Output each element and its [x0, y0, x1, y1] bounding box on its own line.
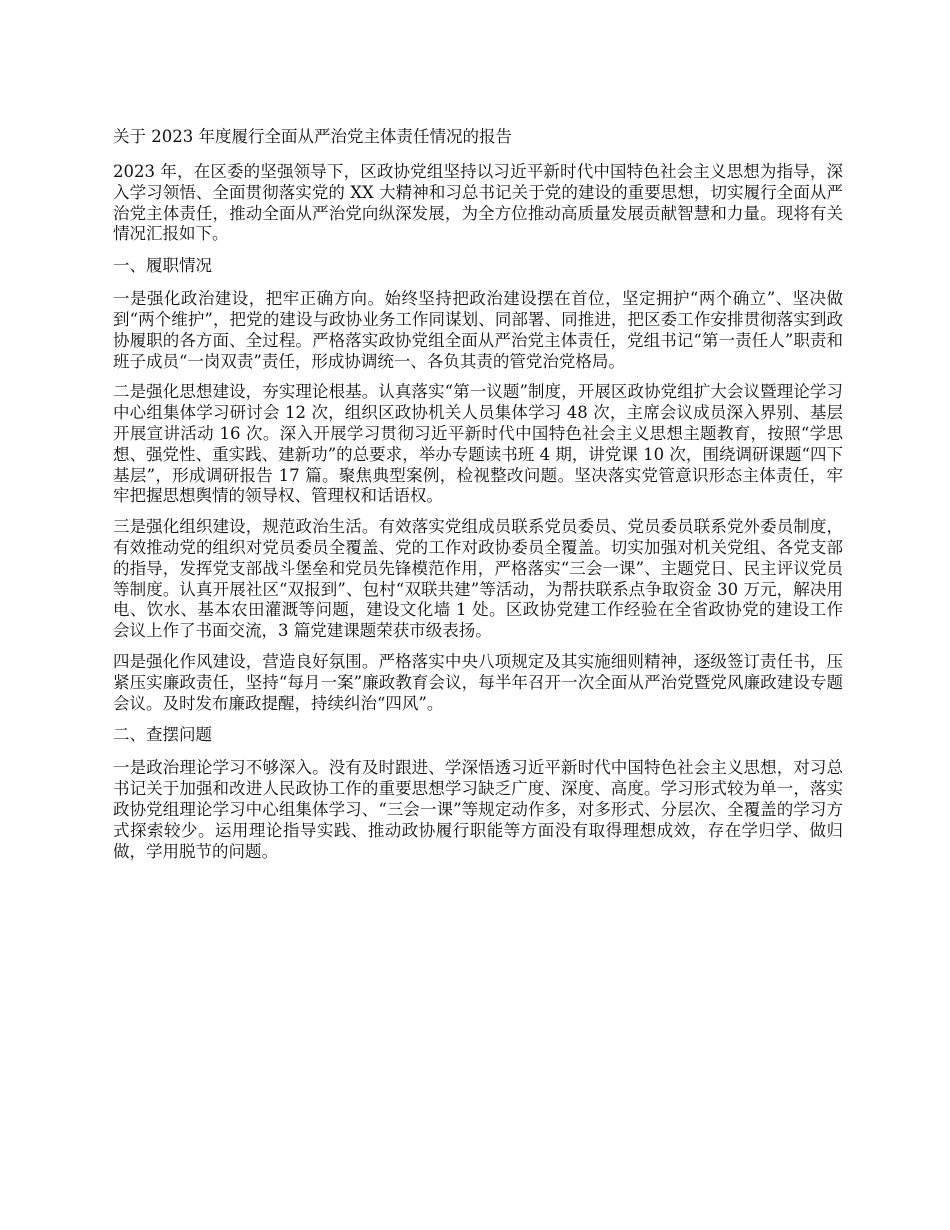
- intro-paragraph: 2023 年，在区委的坚强领导下，区政协党组坚持以习近平新时代中国特色社会主义思想为指导，深入学习领悟、全面贯彻落实党的 XX 大精神和习总书记关于党的建设的重要思想，切实履行全面从严治党主体责任，推动全面从严治党向纵深发展，为全方位推动高质量发展贡献智慧和力量。现将有关情况汇报如下。: [113, 162, 843, 244]
- section-heading-performance: 一、履职情况: [113, 256, 212, 276]
- section-heading-problems: 二、查摆问题: [113, 725, 212, 745]
- paragraph-organizational-construction: 三是强化组织建设，规范政治生活。有效落实党组成员联系党员委员、党员委员联系党外委员制度，有效推动党的组织对党员委员全覆盖、党的工作对政协委员全覆盖。切实加强对机关党组、各党支部的指导，发挥党支部战斗堡垒和党员先锋模范作用，严格落实“三会一课”、主题党日、民主评议党员等制度。认真开展社区“双报到”、包村“双联共建”等活动，为帮扶联系点争取资金 30 万元，解决用电、饮水、基本农田灌溉等问题，建设文化墙 1 处。区政协党建工作经验在全省政协党的建设工作会议上作了书面交流，3 篇党建课题荣获市级表扬。: [113, 517, 843, 641]
- document-page: [113, 126, 843, 872]
- paragraph-theory-study-problem: 一是政治理论学习不够深入。没有及时跟进、学深悟透习近平新时代中国特色社会主义思想，对习总书记关于加强和改进人民政协工作的重要思想学习缺乏广度、深度、高度。学习形式较为单一，落实政协党组理论学习中心组集体学习、“三会一课”等规定动作多，对多形式、分层次、全覆盖的学习方式探索较少。运用理论指导实践、推动政协履行职能等方面没有取得理想成效，存在学归学、做归做，学用脱节的问题。: [113, 758, 843, 861]
- paragraph-work-style-construction: 四是强化作风建设，营造良好氛围。严格落实中央八项规定及其实施细则精神，逐级签订责任书，压紧压实廉政责任，坚持“每月一案”廉政教育会议，每半年召开一次全面从严治党暨党风廉政建设专题会议。及时发布廉政提醒，持续纠治“四风”。: [113, 651, 843, 713]
- paragraph-ideological-construction: 二是强化思想建设，夯实理论根基。认真落实“第一议题”制度，开展区政协党组扩大会议暨理论学习中心组集体学习研讨会 12 次，组织区政协机关人员集体学习 48 次，主席会议成员深入界别、基层开展宣讲活动 16 次。深入开展学习贯彻习近平新时代中国特色社会主义思想主题教育，按照“学思想、强党性、重实践、建新功”的总要求，举办专题读书班 4 期，讲党课 10 次，围绕调研课题“四下基层”，形成调研报告 17 篇。聚焦典型案例，检视整改问题。坚决落实党管意识形态主体责任，牢牢把握思想舆情的领导权、管理权和话语权。: [113, 382, 843, 506]
- document-title: 关于 2023 年度履行全面从严治党主体责任情况的报告: [113, 127, 512, 146]
- paragraph-political-construction: 一是强化政治建设，把牢正确方向。始终坚持把政治建设摆在首位，坚定拥护“两个确立”、坚决做到“两个维护”，把党的建设与政协业务工作同谋划、同部署、同推进，把区委工作安排贯彻落实到政协履职的各方面、全过程。严格落实政协党组全面从严治党主体责任，党组书记“第一责任人”职责和班子成员“一岗双责”责任，形成协调统一、各负其责的管党治党格局。: [113, 289, 843, 371]
